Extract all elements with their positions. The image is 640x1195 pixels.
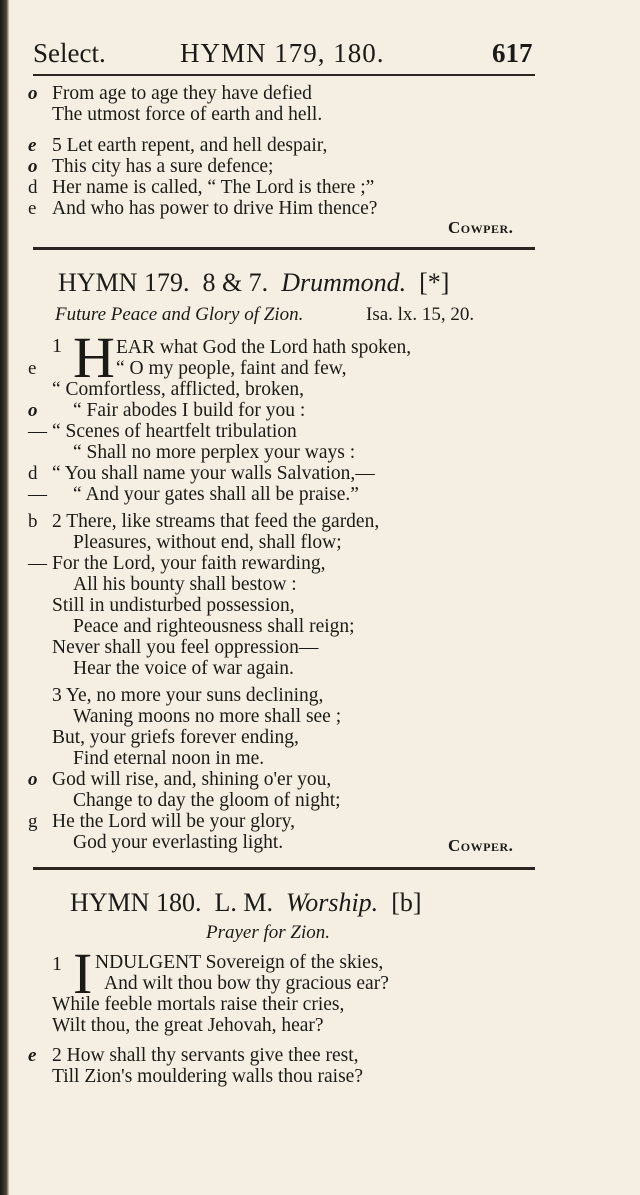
dynamic-mark: d bbox=[28, 463, 38, 484]
verse-line: NDULGENT Sovereign of the skies, bbox=[95, 952, 384, 973]
verse-line: God your everlasting light. bbox=[73, 832, 284, 853]
dynamic-mark: b bbox=[28, 511, 38, 532]
dynamic-mark: o bbox=[28, 769, 38, 790]
dynamic-mark: — bbox=[28, 553, 47, 574]
verse-line: Still in undisturbed possession, bbox=[52, 595, 295, 616]
verse-line: This city has a sure defence; bbox=[52, 156, 274, 177]
verse-line: “ And your gates shall all be praise.” bbox=[73, 484, 359, 505]
verse-line: Till Zion's mouldering walls thou raise? bbox=[52, 1066, 363, 1087]
section-rule bbox=[33, 247, 535, 250]
author-cowper-178: Cowper. bbox=[448, 218, 514, 237]
hymn-179-tune: Drummond. bbox=[281, 268, 407, 297]
hymn-180-subject: Prayer for Zion. bbox=[206, 922, 331, 943]
verse-line: “ Comfortless, afflicted, broken, bbox=[52, 379, 304, 400]
verse-line: The utmost force of earth and hell. bbox=[52, 104, 323, 125]
hymn-180-verse-number: 1 bbox=[52, 953, 62, 975]
running-head-title: HYMN 179, 180. bbox=[180, 38, 385, 68]
hymn-179-reference: Isa. lx. 15, 20. bbox=[366, 304, 475, 325]
hymn-180-mark: [b] bbox=[391, 888, 422, 917]
hymn-179-number: HYMN 179. bbox=[58, 268, 190, 297]
verse-line: Waning moons no more shall see ; bbox=[73, 706, 342, 727]
dynamic-mark: e bbox=[28, 1045, 37, 1066]
dynamic-mark: — bbox=[28, 421, 47, 442]
verse-line: God will rise, and, shining o'er you, bbox=[52, 769, 332, 790]
hymn-179-meter: 8 & 7. bbox=[202, 268, 269, 297]
header-rule bbox=[33, 74, 535, 76]
dynamic-mark: d bbox=[28, 177, 38, 198]
hymn-179-subject: Future Peace and Glory of Zion. bbox=[55, 304, 304, 325]
hymn-179-verse-number: 1 bbox=[52, 335, 62, 357]
author-cowper-179: Cowper. bbox=[448, 836, 514, 855]
verse-line: Find eternal noon in me. bbox=[73, 748, 265, 769]
dynamic-mark: o bbox=[28, 83, 38, 104]
verse-line: He the Lord will be your glory, bbox=[52, 811, 295, 832]
verse-line: Wilt thou, the great Jehovah, hear? bbox=[52, 1015, 324, 1036]
dynamic-mark: — bbox=[28, 484, 47, 505]
hymn-179-title bbox=[58, 268, 449, 298]
verse-line: For the Lord, your faith rewarding, bbox=[52, 553, 326, 574]
book-spine bbox=[0, 0, 9, 1195]
section-rule-2 bbox=[33, 867, 535, 870]
hymn-180-drop-cap: I bbox=[73, 941, 93, 1006]
verse-line: Change to day the gloom of night; bbox=[73, 790, 341, 811]
dynamic-mark: o bbox=[28, 156, 38, 177]
verse-line: Hear the voice of war again. bbox=[73, 658, 294, 679]
verse-line: 5 Let earth repent, and hell despair, bbox=[52, 135, 328, 156]
verse-line: While feeble mortals raise their cries, bbox=[52, 994, 345, 1015]
verse-line: Pleasures, without end, shall flow; bbox=[73, 532, 342, 553]
verse-line: 3 Ye, no more your suns declining, bbox=[52, 685, 324, 706]
hymn-180-tune: Worship. bbox=[285, 888, 379, 917]
verse-line: “ Shall no more perplex your ways : bbox=[73, 442, 356, 463]
dynamic-mark: e bbox=[28, 358, 37, 379]
verse-line: 2 There, like streams that feed the garden, bbox=[52, 511, 380, 532]
verse-line: But, your griefs forever ending, bbox=[52, 727, 299, 748]
hymn-180-title bbox=[70, 888, 422, 918]
verse-line: Peace and righteousness shall reign; bbox=[73, 616, 355, 637]
verse-line: Her name is called, “ The Lord is there ;” bbox=[52, 177, 375, 198]
verse-line: From age to age they have defied bbox=[52, 83, 312, 104]
hymn-179-drop-cap: H bbox=[73, 325, 115, 390]
dynamic-mark: e bbox=[28, 198, 37, 219]
verse-line: EAR what God the Lord hath spoken, bbox=[116, 337, 412, 358]
page-number: 617 bbox=[492, 38, 533, 68]
verse-line: Never shall you feel oppression— bbox=[52, 637, 319, 658]
dynamic-mark: o bbox=[28, 400, 38, 421]
verse-line: “ Fair abodes I build for you : bbox=[73, 400, 306, 421]
verse-line: And wilt thou bow thy gracious ear? bbox=[104, 973, 389, 994]
verse-line: “ O my people, faint and few, bbox=[116, 358, 347, 379]
verse-line: And who has power to drive Him thence? bbox=[52, 198, 378, 219]
hymn-180-number: HYMN 180. bbox=[70, 888, 202, 917]
dynamic-mark: e bbox=[28, 135, 37, 156]
hymn-180-meter: L. M. bbox=[214, 888, 273, 917]
verse-line: 2 How shall thy servants give thee rest, bbox=[52, 1045, 359, 1066]
verse-line: All his bounty shall bestow : bbox=[73, 574, 297, 595]
verse-line: “ You shall name your walls Salvation,— bbox=[52, 463, 375, 484]
dynamic-mark: g bbox=[28, 811, 38, 832]
verse-line: “ Scenes of heartfelt tribulation bbox=[52, 421, 297, 442]
hymn-179-mark: [*] bbox=[419, 268, 450, 297]
running-head-left: Select. bbox=[33, 38, 106, 68]
